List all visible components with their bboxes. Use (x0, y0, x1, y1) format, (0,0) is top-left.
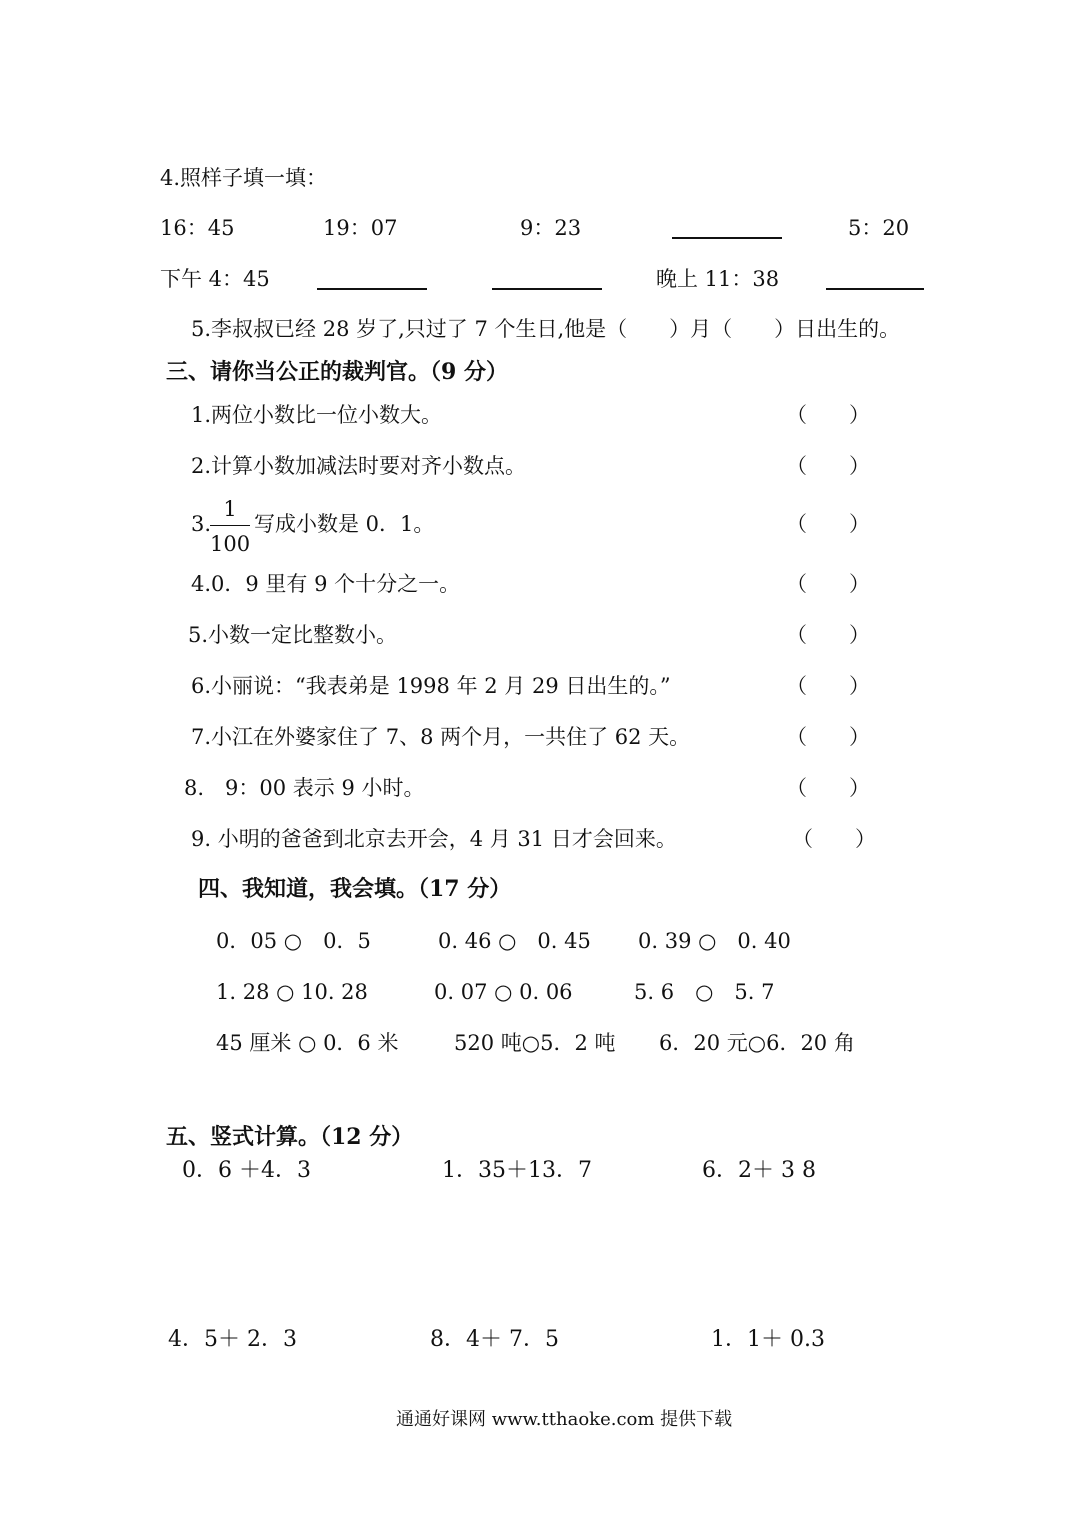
s3-item-4: 4.0．9 里有 9 个十分之一。 (191, 572, 461, 596)
s3-paren-2[interactable]: （ ） (786, 454, 870, 478)
calc-3: 6．2＋ 3 8 (702, 1158, 816, 1183)
q4-blank-2[interactable] (317, 288, 427, 290)
calc-1: 0．6 ＋4．3 (182, 1158, 311, 1183)
q4-blank-1[interactable] (672, 237, 782, 239)
q5-text: 5.李叔叔已经 28 岁了,只过了 7 个生日,他是（ ）月（ ）日出生的。 (191, 317, 901, 341)
s3-item-9: 9. 小明的爸爸到北京去开会，4 月 31 日才会回来。 (191, 827, 677, 851)
s3-paren-9[interactable]: （ ） (792, 827, 876, 851)
compare-3: 0. 39 ○ 0. 40 (638, 929, 791, 953)
compare-6: 5. 6 ○ 5. 7 (634, 980, 775, 1004)
compare-4: 1. 28 ○ 10. 28 (216, 980, 368, 1004)
fraction-bar (210, 525, 250, 526)
s3-paren-6[interactable]: （ ） (786, 674, 870, 698)
q4-time-2: 19：07 (323, 216, 398, 240)
s3-item-7: 7.小江在外婆家住了 7、8 两个月，一共住了 62 天。 (191, 725, 691, 749)
calc-4: 4．5＋ 2．3 (168, 1327, 297, 1352)
compare-2: 0. 46 ○ 0. 45 (438, 929, 591, 953)
q4-time-4: 5：20 (848, 216, 910, 240)
s3-item-5: 5.小数一定比整数小。 (188, 623, 398, 647)
s3-item-3-suffix: 写成小数是 0．1。 (254, 512, 435, 536)
calc-6: 1．1＋ 0.3 (711, 1327, 825, 1352)
calc-2: 1．35＋13．7 (442, 1158, 592, 1183)
q4-time-6: 晚上 11：38 (656, 267, 780, 291)
s3-item-6: 6.小丽说：“我表弟是 1998 年 2 月 29 日出生的。” (191, 674, 671, 698)
compare-1: 0．05 ○ 0．5 (216, 929, 371, 953)
fraction-denominator: 100 (210, 532, 251, 556)
q4-blank-4[interactable] (826, 288, 924, 290)
calc-5: 8．4＋ 7．5 (430, 1327, 559, 1352)
compare-5: 0. 07 ○ 0. 06 (434, 980, 573, 1004)
compare-8: 520 吨○5．2 吨 (454, 1031, 616, 1055)
s3-item-1: 1.两位小数比一位小数大。 (191, 403, 443, 427)
s3-paren-5[interactable]: （ ） (786, 623, 870, 647)
compare-7: 45 厘米 ○ 0．6 米 (216, 1031, 399, 1055)
s3-paren-4[interactable]: （ ） (786, 572, 870, 596)
s3-paren-3[interactable]: （ ） (786, 512, 870, 536)
q4-blank-3[interactable] (492, 288, 602, 290)
s3-paren-1[interactable]: （ ） (786, 403, 870, 427)
page-footer: 通通好课网 www.tthaoke.com 提供下载 (396, 1409, 733, 1430)
fraction-numerator: 1 (223, 497, 237, 521)
q4-time-1: 16：45 (160, 216, 235, 240)
compare-9: 6．20 元○6．20 角 (659, 1031, 855, 1055)
section3-title: 三、请你当公正的裁判官。（9 分） (166, 359, 508, 385)
s3-paren-7[interactable]: （ ） (786, 725, 870, 749)
s3-paren-8[interactable]: （ ） (786, 776, 870, 800)
q4-title: 4.照样子填一填： (160, 166, 328, 190)
s3-item-2: 2.计算小数加减法时要对齐小数点。 (191, 454, 527, 478)
s3-item-3: 3. (191, 512, 212, 536)
section4-title: 四、我知道，我会填。（17 分） (198, 876, 512, 902)
s3-item-8: 8. 9：00 表示 9 小时。 (184, 776, 425, 800)
q4-time-5: 下午 4：45 (160, 267, 270, 291)
section5-title: 五、竖式计算。（12 分） (166, 1124, 414, 1150)
q4-time-3: 9：23 (520, 216, 582, 240)
